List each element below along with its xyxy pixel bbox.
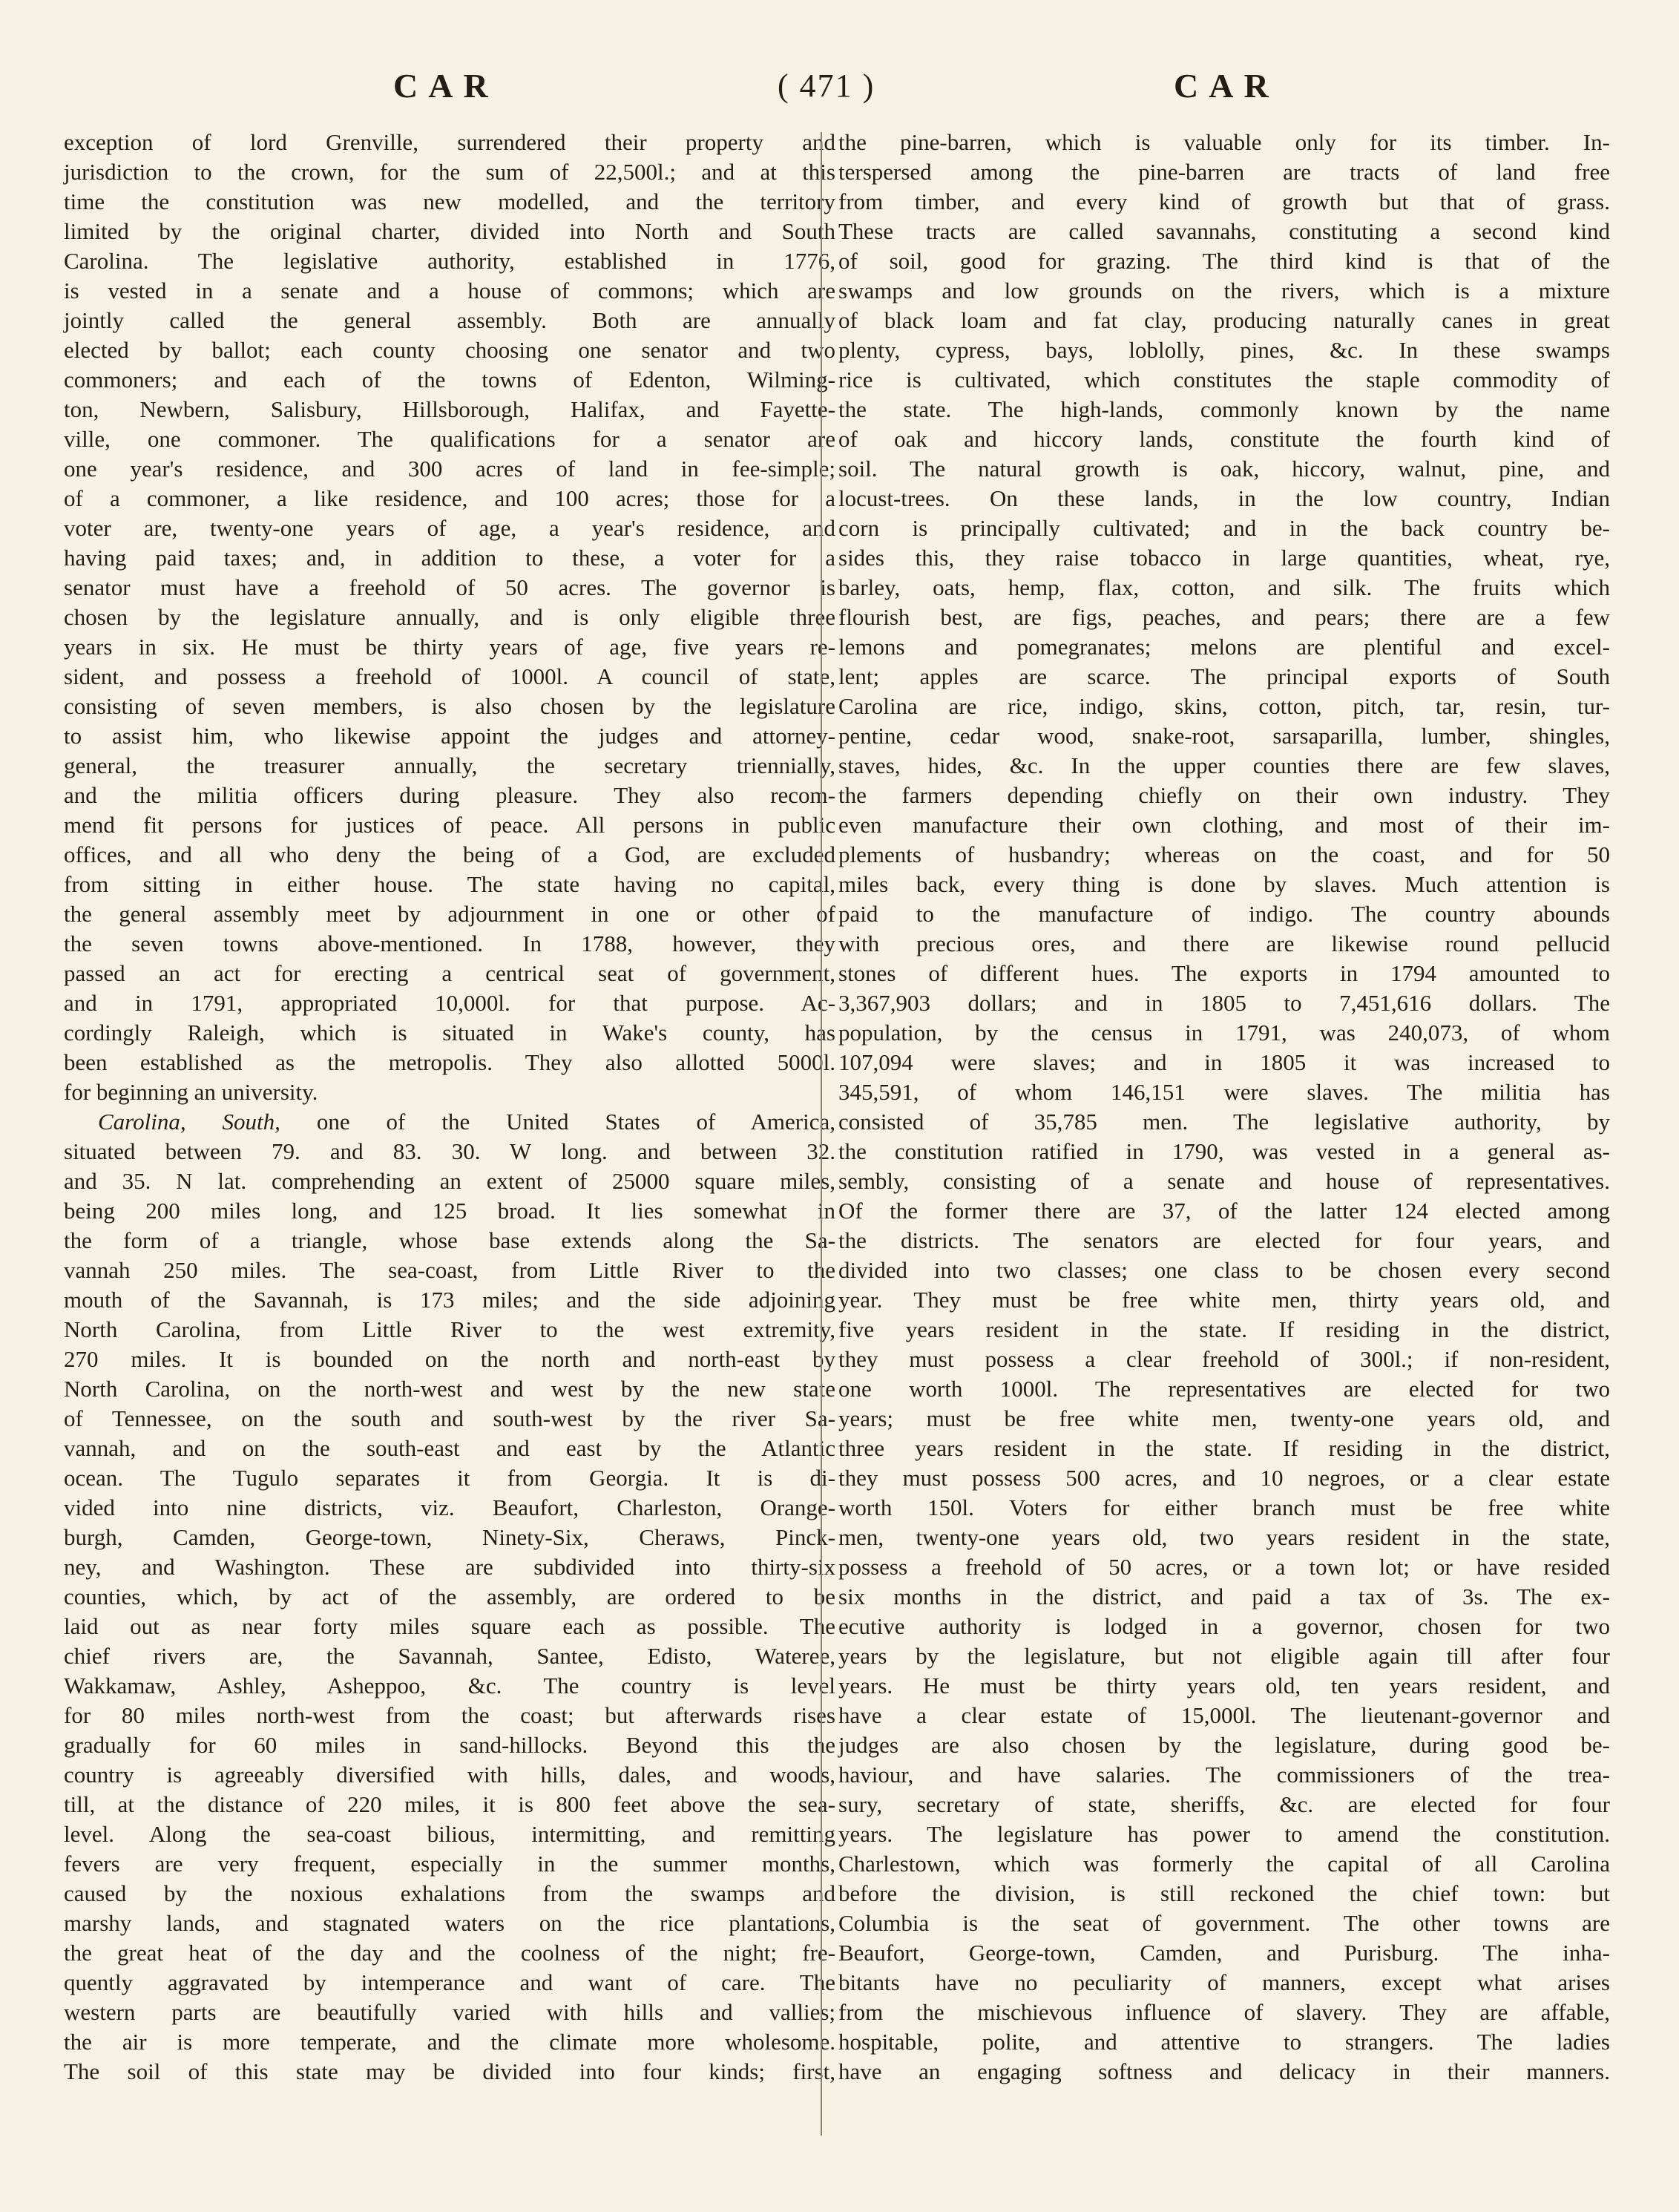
text-line: situated between 79. and 83. 30. W long. and between 32. [64,1138,835,1164]
text-line: vided into nine districts, viz. Beaufort, Charleston, Orange- [64,1494,835,1520]
text-line: ton, Newbern, Salisbury, Hillsborough, Halifax, and Fayette- [64,396,835,422]
text-line: sident, and possess a freehold of 1000l. A council of state, [64,663,835,689]
text-line: years. He must be thirty years old, ten years resident, and [838,1673,1610,1699]
text-line: lemons and pomegranates; melons are plentiful and excel- [838,634,1610,660]
text-line: bitants have no peculiarity of manners, except what arises [838,1969,1610,1995]
text-line: divided into two classes; one class to be chosen every second [838,1257,1610,1283]
text-line: one year's residence, and 300 acres of land in fee-simple; [64,456,835,482]
text-line: from the mischievous influence of slavery. They are affable, [838,1999,1610,2025]
text-line: years. The legislature has power to amend the constitution. [838,1821,1610,1847]
text-line: swamps and low grounds on the rivers, which is a mixture [838,278,1610,303]
text-line: gradually for 60 miles in sand-hillocks. Beyond this the [64,1732,835,1758]
text-line: locust-trees. On these lands, in the low country, Indian [838,485,1610,511]
text-line: ocean. The Tugulo separates it from Georgia. It is di- [64,1465,835,1491]
text-line: jointly called the general assembly. Both are annually [64,307,835,333]
text-line: 345,591, of whom 146,151 were slaves. The militia has [838,1079,1610,1105]
text-line: worth 150l. Voters for either branch must be free white [838,1494,1610,1520]
text-line: have a clear estate of 15,000l. The lieutenant-governor and [838,1702,1610,1728]
entry-headword: Carolina, South, [98,1109,280,1135]
text-line: mend fit persons for justices of peace. All persons in public [64,812,835,838]
text-line: have an engaging softness and delicacy in their manners. [838,2058,1610,2084]
text-line: judges are also chosen by the legislature, during good be- [838,1732,1610,1758]
right-column [838,128,1610,2087]
text-line: the air is more temperate, and the climate more wholesome. [64,2029,835,2055]
text-line: they must possess a clear freehold of 300l.; if non-resident, [838,1346,1610,1372]
text-line: hospitable, polite, and attentive to strangers. The ladies [838,2029,1610,2055]
text-line: 107,094 were slaves; and in 1805 it was increased to [838,1049,1610,1075]
text-segment: one of the United States of America, [280,1109,836,1135]
text-line: western parts are beautifully varied with hills and vallies; [64,1999,835,2025]
text-line: senator must have a freehold of 50 acres. The governor is [64,574,835,600]
paragraph-continued [64,128,835,1107]
text-line: six months in the district, and paid a tax of 3s. The ex- [838,1583,1610,1609]
text-line: time the constitution was new modelled, and the territory [64,188,835,214]
text-line: sembly, consisting of a senate and house of representatives. [838,1168,1610,1194]
entry-carolina-south [64,1107,835,2087]
text-line: they must possess 500 acres, and 10 negroes, or a clear estate [838,1465,1610,1491]
text-line: rice is cultivated, which constitutes the staple commodity of [838,367,1610,393]
text-line: vannah 250 miles. The sea-coast, from Little River to the [64,1257,835,1283]
text-line: year. They must be free white men, thirty years old, and [838,1287,1610,1313]
text-line: been established as the metropolis. They also allotted 5000l. [64,1049,835,1075]
text-line: haviour, and have salaries. The commissioners of the trea- [838,1762,1610,1788]
running-head-right: CAR [1174,67,1279,105]
text-line: corn is principally cultivated; and in the back country be- [838,515,1610,541]
text-line: sury, secretary of state, sheriffs, &c. are elected for four [838,1791,1610,1817]
text-line: is vested in a senate and a house of commons; which are [64,278,835,303]
text-line: for 80 miles north-west from the coast; but afterwards rises [64,1702,835,1728]
page-number: ( 471 ) [778,68,875,104]
text-line: Of the former there are 37, of the latter 124 elected among [838,1198,1610,1224]
text-line: the districts. The senators are elected for four years, and [838,1227,1610,1253]
text-line: burgh, Camden, George-town, Ninety-Six, Cheraws, Pinck- [64,1524,835,1550]
text-line: Wakkamaw, Ashley, Asheppoo, &c. The country is level [64,1673,835,1699]
text-line: even manufacture their own clothing, and most of their im- [838,812,1610,838]
text-line: and the militia officers during pleasure. They also recom- [64,782,835,808]
text-line: pentine, cedar wood, snake-root, sarsaparilla, lumber, shingles, [838,723,1610,749]
text-line: one worth 1000l. The representatives are elected for two [838,1376,1610,1402]
text-line: North Carolina, on the north-west and west by the new state [64,1376,835,1402]
text-line: laid out as near forty miles square each as possible. The [64,1613,835,1639]
entry-first-line [64,1107,835,1137]
text-line: and in 1791, appropriated 10,000l. for that purpose. Ac- [64,990,835,1016]
text-line: of soil, good for grazing. The third kind is that of the [838,248,1610,274]
text-line: caused by the noxious exhalations from the swamps and [64,1880,835,1906]
text-line: having paid taxes; and, in addition to these, a voter for a [64,545,835,571]
text-line: for beginning an university. [64,1079,318,1105]
text-line: of oak and hiccory lands, constitute the fourth kind of [838,426,1610,452]
text-line: the form of a triangle, whose base extends along the Sa- [64,1227,835,1253]
text-line: marshy lands, and stagnated waters on the rice plantations, [64,1910,835,1936]
text-line: general, the treasurer annually, the secretary triennially, [64,752,835,778]
text-line: with precious ores, and there are likewise round pellucid [838,931,1610,956]
text-line: years in six. He must be thirty years of age, five years re- [64,634,835,660]
text-line: consisting of seven members, is also chosen by the legislature [64,693,835,719]
text-line: Carolina. The legislative authority, established in 1776, [64,248,835,274]
text-line: North Carolina, from Little River to the west extremity, [64,1316,835,1342]
text-line: chief rivers are, the Savannah, Santee, Edisto, Wateree, [64,1643,835,1669]
text-line: till, at the distance of 220 miles, it is 800 feet above the sea- [64,1791,835,1817]
column-divider [821,132,822,2136]
text-line: vannah, and on the south-east and east by the Atlantic [64,1435,835,1461]
text-line: the great heat of the day and the coolness of the night; fre- [64,1940,835,1966]
text-line: mouth of the Savannah, is 173 miles; and the side adjoining [64,1287,835,1313]
text-line: barley, oats, hemp, flax, cotton, and silk. The fruits which [838,574,1610,600]
text-line: 3,367,903 dollars; and in 1805 to 7,451,616 dollars. The [838,990,1610,1016]
text-line: voter are, twenty-one years of age, a year's residence, and [64,515,835,541]
text-line: The soil of this state may be divided into four kinds; first, [64,2058,835,2084]
text-line: Beaufort, George-town, Camden, and Purisburg. The inha- [838,1940,1610,1966]
text-line: the constitution ratified in 1790, was vested in a general as- [838,1138,1610,1164]
text-line: the farmers depending chiefly on their own industry. They [838,782,1610,808]
text-line: limited by the original charter, divided into North and South [64,218,835,244]
running-head-left: CAR [393,67,499,105]
text-line: These tracts are called savannahs, constituting a second kind [838,218,1610,244]
text-line: and 35. N lat. comprehending an extent of 25000 square miles, [64,1168,835,1194]
text-line: cordingly Raleigh, which is situated in Wake's county, has [64,1020,835,1046]
text-line: possess a freehold of 50 acres, or a town lot; or have resided [838,1554,1610,1580]
text-line: country is agreeably diversified with hills, dales, and woods, [64,1762,835,1788]
text-line: plements of husbandry; whereas on the coast, and for 50 [838,841,1610,867]
text-line: elected by ballot; each county choosing one senator and two [64,337,835,363]
left-column [64,128,835,2087]
text-line: of a commoner, a like residence, and 100 acres; those for a [64,485,835,511]
text-line: Charlestown, which was formerly the capital of all Carolina [838,1851,1610,1877]
text-line: population, by the census in 1791, was 240,073, of whom [838,1020,1610,1046]
text-line: jurisdiction to the crown, for the sum of 22,500l.; and at this [64,159,835,185]
text-line: the seven towns above-mentioned. In 1788, however, they [64,931,835,956]
text-line: level. Along the sea-coast bilious, intermitting, and remitting [64,1821,835,1847]
text-line: 270 miles. It is bounded on the north and north-east by [64,1346,835,1372]
text-line: passed an act for erecting a centrical seat of government, [64,960,835,986]
text-line: Carolina are rice, indigo, skins, cotton, pitch, tar, resin, tur- [838,693,1610,719]
text-line: of black loam and fat clay, producing naturally canes in great [838,307,1610,333]
text-line: plenty, cypress, bays, loblolly, pines, &c. In these swamps [838,337,1610,363]
paragraph-continued-right [838,128,1610,2087]
text-line: years; must be free white men, twenty-one years old, and [838,1405,1610,1431]
text-line: miles back, every thing is done by slaves. Much attention is [838,871,1610,897]
text-line: ney, and Washington. These are subdivided into thirty-six [64,1554,835,1580]
text-line: terspersed among the pine-barren are tracts of land free [838,159,1610,185]
text-line: ville, one commoner. The qualifications for a senator are [64,426,835,452]
text-line: exception of lord Grenville, surrendered their property and [64,129,835,155]
text-line: to assist him, who likewise appoint the judges and attorney- [64,723,835,749]
text-line: quently aggravated by intemperance and want of care. The [64,1969,835,1995]
text-line: lent; apples are scarce. The principal exports of South [838,663,1610,689]
text-line: sides this, they raise tobacco in large quantities, wheat, rye, [838,545,1610,571]
text-line: soil. The natural growth is oak, hiccory, walnut, pine, and [838,456,1610,482]
text-line: three years resident in the state. If residing in the district, [838,1435,1610,1461]
text-line: being 200 miles long, and 125 broad. It lies somewhat in [64,1198,835,1224]
text-line: ecutive authority is lodged in a governor, chosen for two [838,1613,1610,1639]
text-line: staves, hides, &c. In the upper counties there are few slaves, [838,752,1610,778]
text-line: commoners; and each of the towns of Edenton, Wilming- [64,367,835,393]
text-line: counties, which, by act of the assembly, are ordered to be [64,1583,835,1609]
text-line: the pine-barren, which is valuable only for its timber. In- [838,129,1610,155]
text-line: before the division, is still reckoned the chief town: but [838,1880,1610,1906]
text-line: offices, and all who deny the being of a God, are excluded [64,841,835,867]
text-line: from sitting in either house. The state having no capital, [64,871,835,897]
text-line: years by the legislature, but not eligible again till after four [838,1643,1610,1669]
text-line: men, twenty-one years old, two years resident in the state, [838,1524,1610,1550]
text-line: consisted of 35,785 men. The legislative authority, by [838,1109,1610,1135]
text-line: fevers are very frequent, especially in the summer months, [64,1851,835,1877]
text-line: five years resident in the state. If residing in the district, [838,1316,1610,1342]
text-line: Columbia is the seat of government. The other towns are [838,1910,1610,1936]
text-line: the general assembly meet by adjournment in one or other of [64,901,835,927]
text-line: the state. The high-lands, commonly known by the name [838,396,1610,422]
text-line: from timber, and every kind of growth but that of grass. [838,188,1610,214]
text-line: flourish best, are figs, peaches, and pears; there are a few [838,604,1610,630]
text-line: chosen by the legislature annually, and is only eligible three [64,604,835,630]
text-line: stones of different hues. The exports in 1794 amounted to [838,960,1610,986]
text-line: paid to the manufacture of indigo. The country abounds [838,901,1610,927]
text-line: of Tennessee, on the south and south-west by the river Sa- [64,1405,835,1431]
